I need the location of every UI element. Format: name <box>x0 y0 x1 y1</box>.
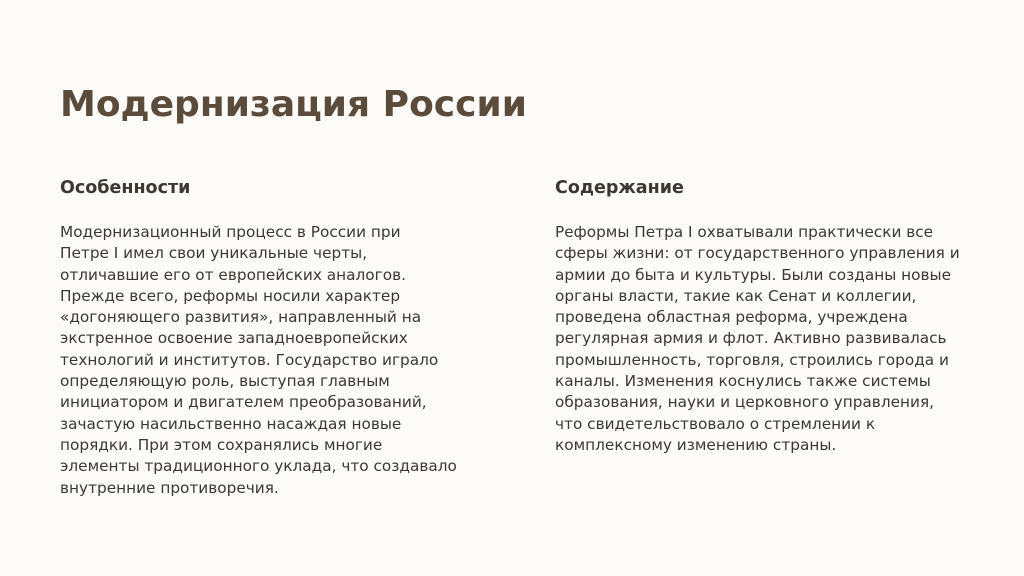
content-line: проведена областная реформа, учреждена <box>555 308 908 327</box>
features-line: инициатором и двигателем преобразований, <box>60 393 427 412</box>
features-line: определяющую роль, выступая главным <box>60 372 390 391</box>
content-line: регулярная армия и флот. Активно развивалась <box>555 329 947 348</box>
content-line: Реформы Петра I охватывали практически все <box>555 223 934 241</box>
content-line: комплексному изменению страны. <box>555 435 837 454</box>
features-text <box>60 222 480 499</box>
content-column <box>555 176 975 456</box>
features-line: Модернизационный процесс в России при <box>60 223 401 241</box>
content-heading: Содержание <box>555 178 684 198</box>
content-line: образования, науки и церковного управления, <box>555 393 935 412</box>
features-line: технологий и институтов. Государство играло <box>60 350 439 369</box>
features-line: порядки. При этом сохранялись многие <box>60 435 383 454</box>
content-line: промышленность, торговля, строились города и <box>555 350 949 369</box>
slide-title: Модернизация России <box>60 84 527 125</box>
content-line: что свидетельствовало о стремлении к <box>555 414 876 433</box>
content-line: армии до быта и культуры. Были созданы новые <box>555 265 952 284</box>
features-line: «догоняющего развития», направленный на <box>60 308 422 327</box>
features-line: Петре I имел свои уникальные черты, <box>60 244 368 263</box>
features-line: элементы традиционного уклада, что создавало <box>60 457 457 476</box>
features-line: Прежде всего, реформы носили характер <box>60 286 401 305</box>
content-line: каналы. Изменения коснулись также системы <box>555 372 931 391</box>
features-column <box>60 176 480 499</box>
features-line: экстренное освоение западноевропейских <box>60 329 408 348</box>
features-line: внутренние противоречия. <box>60 478 279 497</box>
features-heading: Особенности <box>60 178 191 198</box>
features-line: зачастую насильственно насаждая новые <box>60 414 402 433</box>
content-line: органы власти, такие как Сенат и коллегии, <box>555 286 917 305</box>
content-line: сферы жизни: от государственного управления и <box>555 244 960 263</box>
content-text <box>555 222 975 456</box>
features-line: отличавшие его от европейских аналогов. <box>60 265 406 284</box>
